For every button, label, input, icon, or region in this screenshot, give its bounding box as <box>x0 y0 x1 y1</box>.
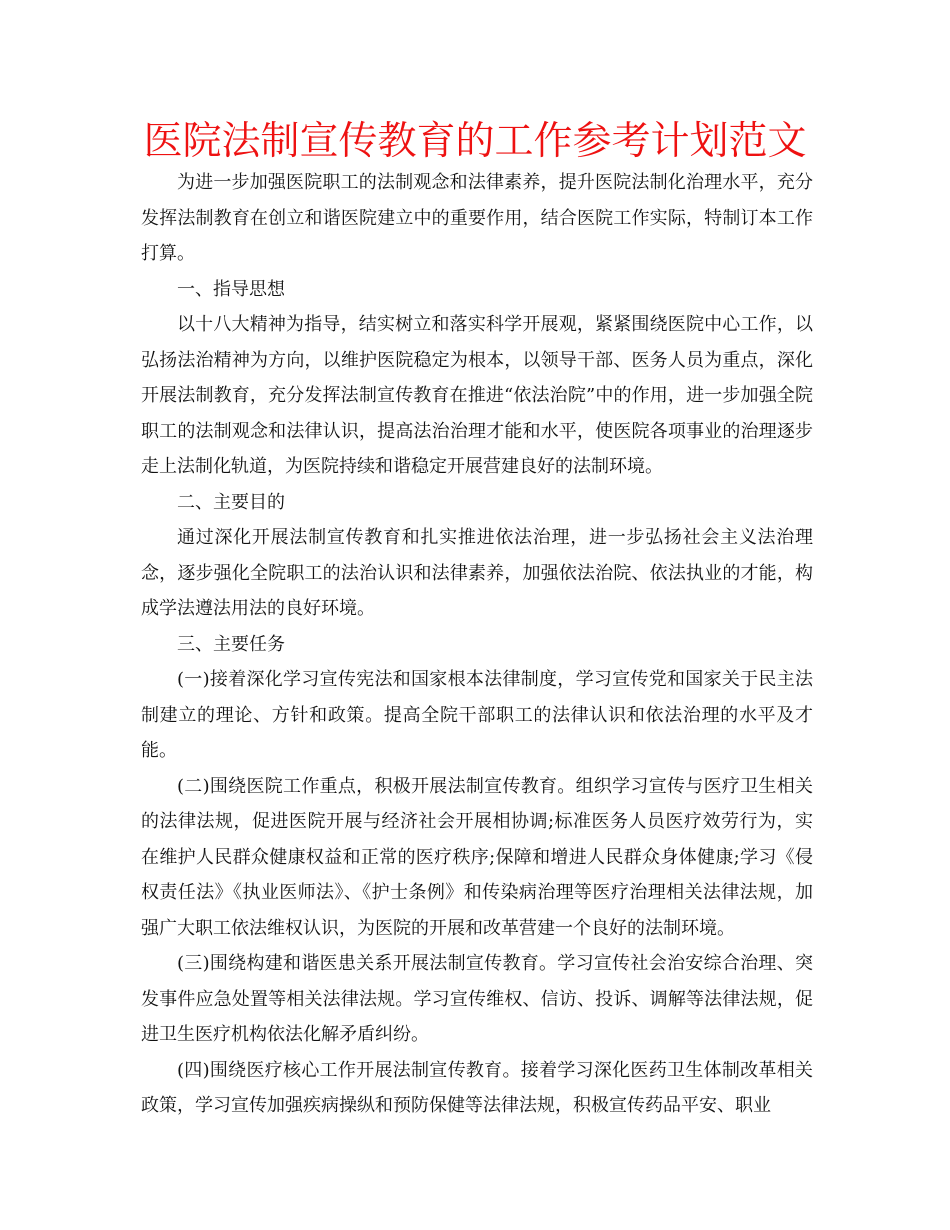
task-item-1-paragraph: (一)接着深化学习宣传宪法和国家根本法律制度，学习宣传党和国家关于民主法制建立的理论、方针和政策。提高全院干部职工的法律认识和依法治理的水平及才能。 <box>141 669 813 761</box>
section-heading-guiding-ideology: 一、指导思想 <box>177 278 285 300</box>
document-body <box>141 165 813 1124</box>
main-goals-paragraph: 通过深化开展法制宣传教育和扎实推进依法治理，进一步弘扬社会主义法治理念，逐步强化全院职工的法治认识和法律素养，加强依法治院、依法执业的才能，构成学法遵法用法的良好环境。 <box>141 527 813 619</box>
document-title: 医院法制宣传教育的工作参考计划范文 <box>143 119 807 164</box>
task-item-2-paragraph: (二)围绕医院工作重点，积极开展法制宣传教育。组织学习宣传与医疗卫生相关的法律法规，促进医院开展与经济社会开展相协调;标准医务人员医疗效劳行为，实在维护人民群众健康权益和正常的医疗秩序;保障和增进人民群众身体健康;学习《侵权责任法》《执业医师法》、《护士条例》和传染病治理等医疗治理相关法律法规，加强广大职工依法维权认识，为医院的开展和改革营建一个良好的法制环境。 <box>141 775 813 939</box>
section-heading-main-goals: 二、主要目的 <box>177 491 285 513</box>
task-item-3-paragraph: (三)围绕构建和谐医患关系开展法制宣传教育。学习宣传社会治安综合治理、突发事件应急处置等相关法律法规。学习宣传维权、信访、投诉、调解等法律法规，促进卫生医疗机构依法化解矛盾纠纷。 <box>141 953 813 1045</box>
guiding-ideology-paragraph: 以十八大精神为指导，结实树立和落实科学开展观，紧紧围绕医院中心工作，以弘扬法治精神为方向，以维护医院稳定为根本，以领导干部、医务人员为重点，深化开展法制教育，充分发挥法制宣传教育在推进“依法治院”中的作用，进一步加强全院职工的法制观念和法律认识，提高法治治理才能和水平，使医院各项事业的治理逐步走上法制化轨道，为医院持续和谐稳定开展营建良好的法制环境。 <box>141 314 813 477</box>
intro-paragraph: 为进一步加强医院职工的法制观念和法律素养，提升医院法制化治理水平，充分发挥法制教育在创立和谐医院建立中的重要作用，结合医院工作实际，特制订本工作打算。 <box>141 172 813 264</box>
task-item-4-paragraph: (四)围绕医疗核心工作开展法制宣传教育。接着学习深化医药卫生体制改革相关政策，学习宣传加强疾病操纵和预防保健等法律法规，积极宣传药品平安、职业 <box>141 1059 813 1116</box>
section-heading-main-tasks: 三、主要任务 <box>177 633 285 655</box>
